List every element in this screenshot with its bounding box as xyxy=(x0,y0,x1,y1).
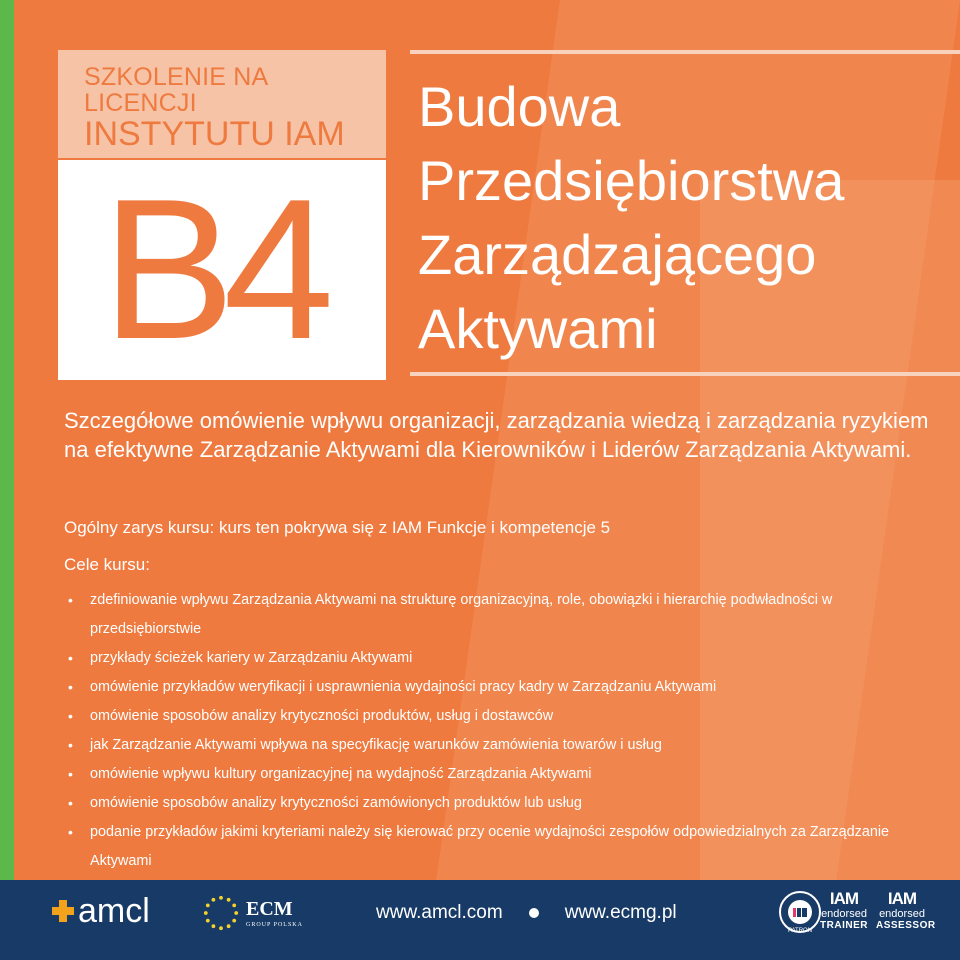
license-badge-line2: INSTYTUTU IAM xyxy=(84,114,345,153)
assessor-endorsed-label: endorsed xyxy=(879,908,925,920)
title-rule-top xyxy=(410,50,960,54)
ecm-logo-subtitle: GROUP POLSKA xyxy=(246,921,303,928)
course-code: B4 xyxy=(101,158,323,381)
course-title-line: Przedsiębiorstwa xyxy=(418,149,845,212)
goal-item: • przykłady ścieżek kariery w Zarządzaniu Aktywami xyxy=(68,644,938,673)
goal-item: • omówienie sposobów analizy krytyczności zamówionych produktów lub usług xyxy=(68,789,938,818)
iam-patron-seal-icon xyxy=(778,890,822,934)
license-badge-line1: SZKOLENIE NA LICENCJI xyxy=(84,63,268,118)
title-rule-bottom xyxy=(410,372,960,376)
iam-mark: IAM xyxy=(887,889,917,908)
iam-endorsed-assessor-logo[interactable] xyxy=(876,889,936,944)
plus-icon xyxy=(52,900,74,922)
goal-item: • omówienie sposobów analizy krytyczności produktów, usług i dostawców xyxy=(68,702,938,731)
goals-list xyxy=(68,586,938,876)
course-title xyxy=(418,70,958,366)
amcl-logo-text: amcl xyxy=(78,892,150,930)
separator-dot-icon xyxy=(529,908,539,918)
course-intro: Szczegółowe omówienie wpływu organizacji, zarządzania wiedzą i zarządzania ryzykiem na efektywne Zarządzanie Aktywami dla Kierowników i Liderów Zarządzania Aktywami. xyxy=(64,408,929,462)
assessor-label: ASSESSOR xyxy=(876,920,936,931)
course-code-box xyxy=(58,160,386,380)
trainer-endorsed-label: endorsed xyxy=(821,908,867,920)
ecm-logo[interactable] xyxy=(202,894,303,932)
eu-stars-icon xyxy=(202,894,240,932)
amcl-logo[interactable] xyxy=(52,894,150,928)
ecm-logo-name: ECM xyxy=(246,897,293,920)
trainer-label: TRAINER xyxy=(820,920,868,931)
iam-endorsed-trainer-logo[interactable] xyxy=(818,890,870,944)
license-badge xyxy=(58,50,386,158)
goal-item: • jak Zarządzanie Aktywami wpływa na specyfikację warunków zamówienia towarów i usług xyxy=(68,731,938,760)
link-amcl[interactable]: www.amcl.com xyxy=(376,902,503,923)
goal-item: • zdefiniowanie wpływu Zarządzania Aktywami na strukturę organizacyjną, role, obowiązki i hierarchię podwładności w przedsiębiorstwie xyxy=(68,586,938,644)
iam-mark: IAM xyxy=(829,889,859,908)
goal-item: • omówienie przykładów weryfikacji i usprawnienia wydajności pracy kadry w Zarządzaniu Aktywami xyxy=(68,673,938,702)
course-overview: Ogólny zarys kursu: kurs ten pokrywa się z IAM Funkcje i kompetencje 5 xyxy=(64,518,611,537)
course-title-line: Budowa xyxy=(418,75,621,138)
footer-links xyxy=(376,902,677,924)
course-title-line: Zarządzającego xyxy=(418,223,817,286)
goal-item: • podanie przykładów jakimi kryteriami należy się kierować przy ocenie wydajności zespołów odpowiedzialnych za Zarządzanie Aktywami xyxy=(68,818,938,876)
link-ecmg[interactable]: www.ecmg.pl xyxy=(564,902,677,923)
green-side-strip xyxy=(0,0,14,880)
patron-label: PATRON xyxy=(787,928,813,934)
footer xyxy=(0,880,960,960)
goal-item: • omówienie wpływu kultury organizacyjnej na wydajność Zarządzania Aktywami xyxy=(68,760,938,789)
goals-heading: Cele kursu: xyxy=(64,555,150,574)
course-title-line: Aktywami xyxy=(418,297,658,360)
